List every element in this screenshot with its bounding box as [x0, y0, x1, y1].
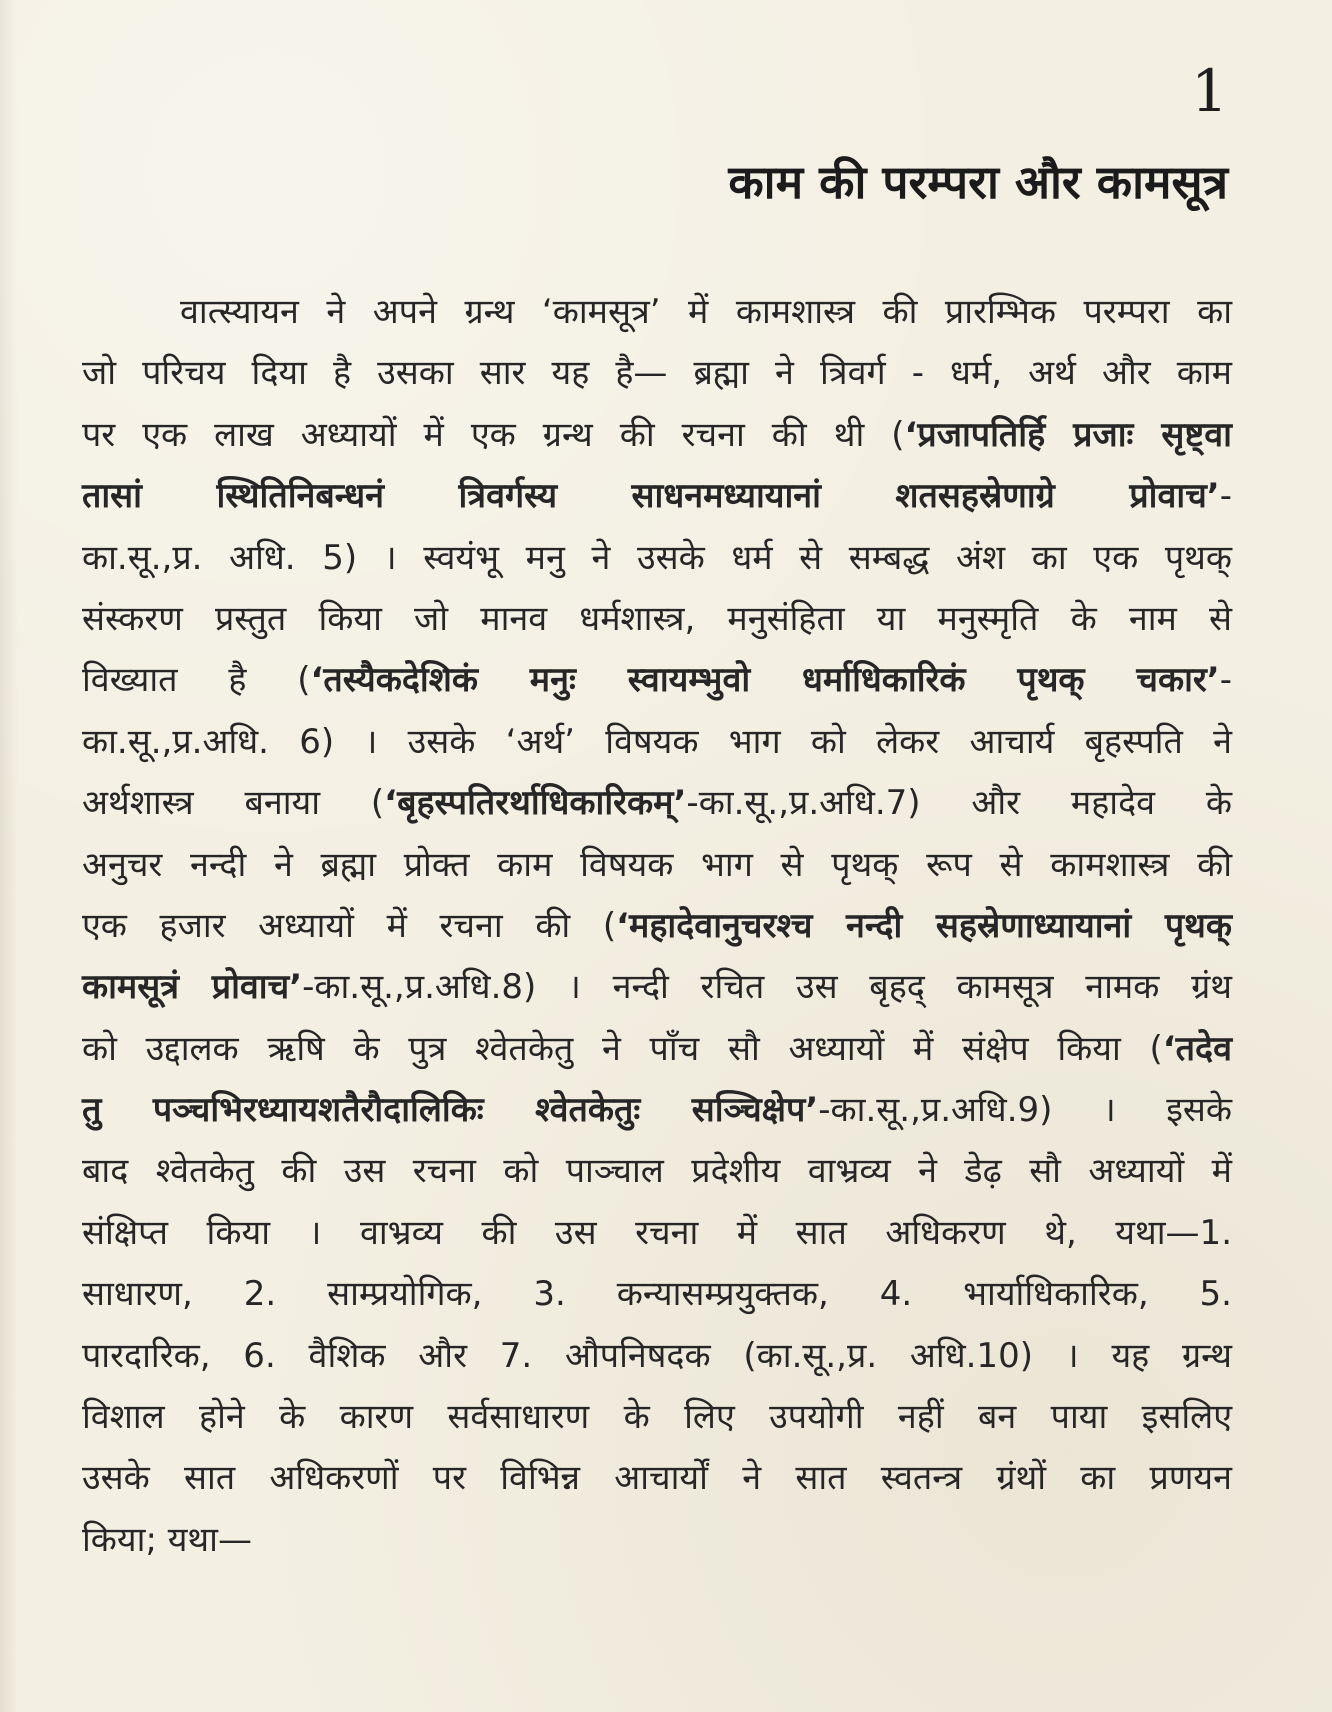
text-line	[82, 466, 1232, 527]
sanskrit-quote: कामसूत्रं प्रोवाच’	[82, 967, 303, 1008]
text-segment: का.सू.,प्र.अधि. 6) । उसके ‘अर्थ’ विषयक भाग को लेकर आचार्य बृहस्पति ने	[82, 721, 1232, 762]
sanskrit-quote: तु पञ्चभिरध्यायशतैरौदालिकिः श्वेतकेतुः सञ्चिक्षेप’	[82, 1090, 819, 1131]
text-segment: संस्करण प्रस्तुत किया जो मानव धर्मशास्त्र, मनुसंहिता या मनुस्मृति के नाम से	[82, 598, 1232, 639]
text-segment: बाद श्वेतकेतु की उस रचना को पाञ्चाल प्रदेशीय वाभ्रव्य ने डेढ़ सौ अध्यायों में	[82, 1151, 1232, 1192]
text-line	[82, 282, 1232, 343]
text-segment: साधारण, 2. साम्प्रयोगिक, 3. कन्यासम्प्रयुक्तक, 4. भार्याधिकारिक, 5.	[82, 1274, 1232, 1315]
sanskrit-quote: तासां स्थितिनिबन्धनं त्रिवर्गस्य साधनमध्यायानां शतसहस्रेणाग्रे प्रोवाच’	[82, 476, 1220, 517]
text-line	[82, 1141, 1232, 1202]
text-segment: -	[1219, 660, 1232, 701]
text-line	[82, 1387, 1232, 1448]
text-segment: -	[1219, 476, 1232, 517]
text-line	[82, 589, 1232, 650]
text-line	[82, 405, 1232, 466]
text-line	[82, 1510, 1232, 1571]
text-line	[82, 773, 1232, 834]
body-paragraph	[82, 282, 1232, 1571]
text-segment: अनुचर नन्दी ने ब्रह्मा प्रोक्त काम विषयक भाग से पृथक् रूप से कामशास्त्र की	[82, 844, 1232, 885]
text-line	[82, 1019, 1232, 1080]
text-line	[82, 1264, 1232, 1325]
text-segment: विख्यात है (	[82, 660, 311, 701]
chapter-title: काम की परम्परा और कामसूत्र	[728, 155, 1228, 209]
text-line	[82, 1080, 1232, 1141]
text-segment: किया; यथा—	[82, 1519, 252, 1560]
text-segment: पारदारिक, 6. वैशिक और 7. औपनिषदक (का.सू.,प्र. अधि.10) । यह ग्रन्थ	[82, 1335, 1232, 1376]
text-line	[82, 835, 1232, 896]
text-line	[82, 896, 1232, 957]
text-segment: का.सू.,प्र. अधि. 5) । स्वयंभू मनु ने उसके धर्म से सम्बद्ध अंश का एक पृथक्	[82, 537, 1232, 578]
text-line	[82, 1203, 1232, 1264]
text-line	[82, 650, 1232, 711]
text-line	[82, 343, 1232, 404]
text-segment: अर्थशास्त्र बनाया (	[82, 783, 385, 824]
sanskrit-quote: ‘तदेव	[1162, 1028, 1232, 1069]
text-line	[82, 957, 1232, 1018]
text-line	[82, 712, 1232, 773]
text-segment: को उद्दालक ऋषि के पुत्र श्वेतकेतु ने पाँच सौ अध्यायों में संक्षेप किया (	[82, 1028, 1163, 1069]
sanskrit-quote: ‘महादेवानुचरश्च नन्दी सहस्रेणाध्यायानां पृथक्	[616, 905, 1232, 946]
text-segment: उसके सात अधिकरणों पर विभिन्न आचार्यों ने सात स्वतन्त्र ग्रंथों का प्रणयन	[82, 1458, 1232, 1499]
text-segment: -का.सू.,प्र.अधि.7) और महादेव के	[686, 783, 1232, 824]
chapter-number: 1	[1191, 57, 1228, 125]
text-segment: पर एक लाख अध्यायों में एक ग्रन्थ की रचना की थी (	[82, 414, 905, 455]
text-segment: -का.सू.,प्र.अधि.9) । इसके	[818, 1090, 1232, 1131]
text-segment: वात्स्यायन ने अपने ग्रन्थ ‘कामसूत्र’ में कामशास्त्र की प्रारम्भिक परम्परा का	[180, 292, 1232, 332]
text-segment: विशाल होने के कारण सर्वसाधारण के लिए उपयोगी नहीं बन पाया इसलिए	[82, 1397, 1232, 1438]
text-segment: एक हजार अध्यायों में रचना की (	[82, 905, 617, 946]
text-segment: संक्षिप्त किया । वाभ्रव्य की उस रचना में सात अधिकरण थे, यथा—1.	[82, 1212, 1232, 1253]
sanskrit-quote: ‘तस्यैकदेशिकं मनुः स्वायम्भुवो धर्माधिकारिकं पृथक् चकार’	[310, 660, 1220, 701]
text-line	[82, 1326, 1232, 1387]
text-segment: जो परिचय दिया है उसका सार यह है— ब्रह्मा ने त्रिवर्ग - धर्म, अर्थ और काम	[82, 353, 1232, 394]
sanskrit-quote: ‘बृहस्पतिरर्थाधिकारिकम्’	[384, 783, 687, 824]
sanskrit-quote: ‘प्रजापतिर्हि प्रजाः सृष्ट्वा	[904, 414, 1232, 455]
text-line	[82, 1448, 1232, 1509]
text-line	[82, 528, 1232, 589]
text-segment: -का.सू.,प्र.अधि.8) । नन्दी रचित उस बृहद् कामसूत्र नामक ग्रंथ	[302, 967, 1232, 1008]
